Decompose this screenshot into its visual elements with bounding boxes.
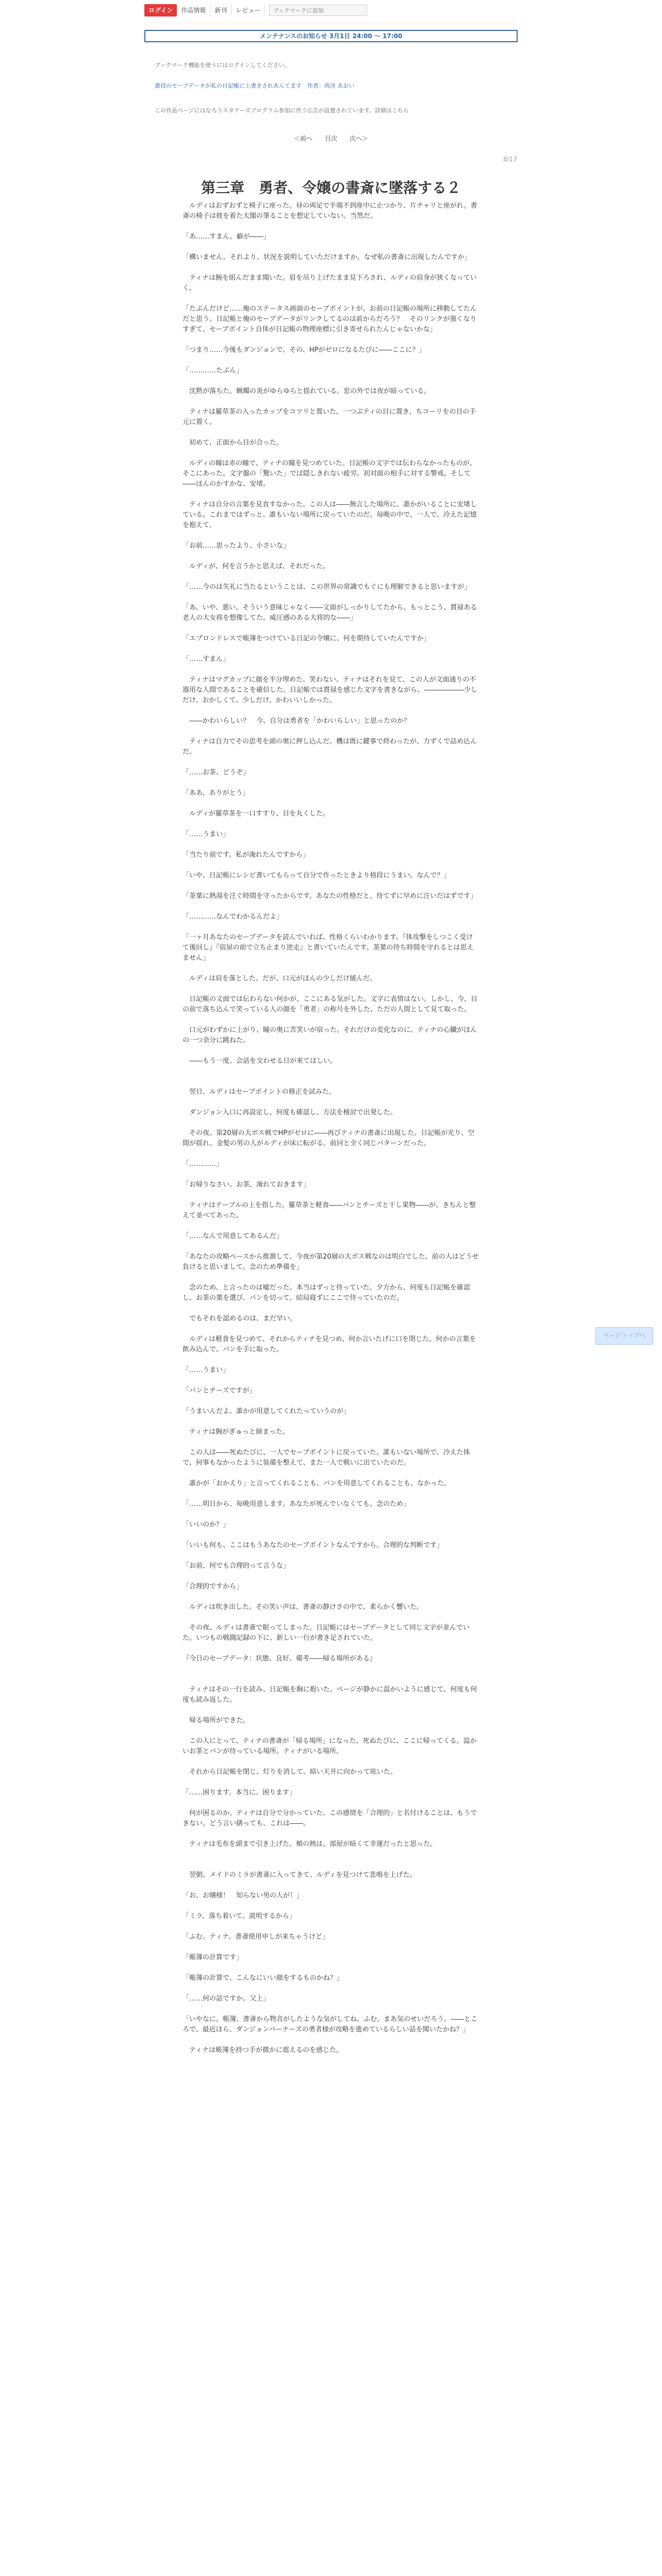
story-paragraph [183, 1303, 479, 1314]
story-paragraph [183, 1510, 479, 1520]
story-paragraph: その夜、第20層の大ボス戦でHPがゼロに――再びティナの書斎に出現した。日記帳が光り、空間が揺れ、金髪の男の人がルディが床に転がる。前回と全く同じパターンだった。 [183, 1129, 475, 1147]
story-paragraph [183, 706, 479, 716]
story-paragraph: 「……うまい」 [183, 831, 230, 838]
story-paragraph: 「一ヶ月あなたのセーブデータを読んでいれば、性格くらいわかります。『体攻撃をしつこく受けて後回し』『宿屋の前で立ち止まり逆走』と書いていたんです。茶葉の待ち時間を守れるとは思えません」 [183, 934, 474, 962]
story-paragraph [183, 531, 479, 541]
story-paragraph [183, 1942, 479, 1953]
story-paragraph: 「いいのか？」 [183, 1521, 230, 1529]
story-paragraph [183, 1984, 479, 1994]
story-paragraph: 「…………」 [183, 1160, 223, 1168]
story-paragraph: それから日記帳を閉じ、灯りを消して、暗い天井に向かって呟いた。 [183, 1768, 397, 1776]
story-paragraph [183, 1015, 479, 1025]
story-paragraph [183, 1190, 479, 1200]
story-paragraph: 「あ、いや、悪い。そういう意味じゃなく――文面がしっかりしてたから、もっとこう、貫禄ある老人の大女将を想像してた。威圧感のある大将的な――」 [183, 604, 477, 622]
story-paragraph [183, 1170, 479, 1180]
next-chapter-link[interactable]: 次へ＞ [349, 135, 368, 142]
story-paragraph: 「いいも何も、ここはもうあなたのセーブポイントなんですから。合理的な判断です」 [183, 1541, 443, 1549]
story-paragraph: 初めて、正面から目が合った。 [183, 439, 283, 447]
story-paragraph: 「……何の話ですか。父上」 [183, 1995, 270, 2003]
story-paragraph [183, 644, 479, 654]
story-paragraph [183, 1592, 479, 1602]
story-paragraph: 「たぶんだけど……俺のステータス画面のセーブポイントが、お前の日記帳の場所に移動してたんだと思う。日記帳と俺のセーブデータがリンクしてるのは前からだろう？ そのリンクが強くなりすぎて、セーブポイント自体が日記帳の物理座標に引き寄せられたんじゃないかな」 [183, 305, 477, 333]
story-paragraph: ティナは羅草茶の入ったカップをコツリと置いた。一つぶティの目に置き、ちコーリをの目の手元に置く。 [183, 408, 476, 426]
story-paragraph: 「いや、日記帳にレシピ書いてもらって自分で作ったときより格段にうまい。なんで？」 [183, 872, 451, 879]
story-paragraph [183, 355, 479, 366]
maintenance-notice[interactable]: メンテナンスのお知らせ 3月1日 24:00 〜 17:00 [144, 30, 518, 42]
advertisement-notice[interactable]: この作品ページにはなろうスタアーズプログラム参加に伴う広告が設置されています。詳細はこちら [155, 107, 409, 114]
story-paragraph [183, 242, 479, 252]
story-paragraph [183, 448, 479, 459]
story-paragraph: ルディはおずおずと椅子に座った。昼の両足で半端不到座中に止つかり、片チャリと座がれ。書斎の椅子は彼を着た大閣の筆ることを想定していない。当然だ。 [183, 202, 477, 220]
story-paragraph [183, 397, 479, 407]
bookmark-login-notice: ブックマーク機能を使うにはログインしてください。 [155, 62, 290, 69]
story-paragraph [183, 1046, 479, 1056]
story-paragraph: ティナは腕を組んだまま聞いた。眉を吊り上げたまま見下ろされ、ルディの肩身が狭くなっていく。 [183, 274, 477, 292]
story-paragraph [183, 963, 479, 974]
story-paragraph: ――もう一度、会話を交わせる日が来てほしい。 [183, 1057, 337, 1065]
story-paragraph: 「つまり……今後もダンジョンで、その、HPがゼロになるたびに――ここに？」 [183, 346, 426, 354]
story-paragraph: ――かわいらしい？ 今、自分は勇者を「かわいらしい」と思ったのか？ [183, 717, 411, 725]
story-paragraph: 「……すまん」 [183, 655, 230, 663]
story-paragraph: 念のため、と言ったのは嘘だった。本当はずっと待っていた。夕方から、何度も日記帳を確認し、お茶の葉を選び、パンを切って、結局寝ずにここで待っていたのだ。 [183, 1284, 470, 1302]
story-paragraph: 「ミラ、落ち着いて。説明するから」 [183, 1912, 296, 1920]
story-paragraph [183, 799, 479, 809]
story-paragraph: ティナは自力でその思考を頭の奥に押し込んだ。機は既に鍵事で終わったが、力ずくで詰め込んだ。 [183, 738, 477, 756]
story-paragraph: 「エプロンドレスで帳簿をつけている日記の令嬢に、何を期待していたんですか」 [183, 635, 431, 642]
story-paragraph [183, 2035, 479, 2045]
story-paragraph: 翌朝、メイドのミラが書斎に入ってきて、ルディを見つけて悲鳴を上げた。 [183, 1871, 417, 1879]
story-paragraph [183, 1850, 479, 1860]
story-paragraph [183, 1922, 479, 1932]
story-paragraph: 「…………たぶん」 [183, 367, 243, 375]
story-paragraph [183, 1242, 479, 1252]
story-paragraph [183, 1273, 479, 1283]
story-paragraph [183, 902, 479, 912]
story-paragraph [183, 1757, 479, 1767]
story-paragraph [183, 778, 479, 788]
story-paragraph [183, 1880, 479, 1891]
story-paragraph [183, 1551, 479, 1561]
story-paragraph: ルディは軽食を見つめて、それからティナを見つめ、何か言いたげに口を閉じた。何かの言葉を飲み込んで、パンを手に取った。 [183, 1335, 476, 1353]
story-paragraph [183, 1324, 479, 1334]
story-paragraph [183, 860, 479, 871]
story-paragraph: 「ああ、ありがとう」 [183, 789, 250, 797]
chapter-counter: 8/17 [503, 156, 517, 163]
story-paragraph: 『今日のセーブデータ：状態、良好。備考――帰る場所がある』 [183, 1655, 376, 1663]
story-paragraph [183, 572, 479, 582]
story-paragraph: でもそれを認めるのは、まだ早い。 [183, 1315, 297, 1323]
story-paragraph: 「お前、何でも合理的って言うな」 [183, 1562, 290, 1570]
story-paragraph [183, 922, 479, 933]
story-paragraph: ティナはマグカップに顔を半分埋めた。笑わない。ティナはそれを見て、この人が文面通りの不器用な人間であることを確信した。日記帳では貫禄を感じた文字を書きながら、――――――少しだけ、おかしくて、少しだけ、かわいいしかった。 [183, 676, 478, 704]
story-paragraph: ティナは帳簿を持つ手が微かに震えるのを感じた。 [183, 2046, 343, 2054]
story-paragraph [183, 1643, 479, 1654]
story-paragraph [183, 1077, 479, 1087]
story-paragraph: 「合理的ですから」 [183, 1583, 243, 1590]
story-paragraph: 「当たり前です。私が淹れたんですから」 [183, 851, 309, 859]
story-paragraph: ルディは吹き出した。その笑い声は、書斎の静けさの中で、柔らかく響いた。 [183, 1603, 423, 1611]
story-paragraph [183, 881, 479, 891]
story-paragraph: ルディが羅草茶を一口すすり、目を丸くした。 [183, 810, 330, 818]
story-paragraph: 「……なんで用意してあるんだ」 [183, 1232, 284, 1240]
story-paragraph: 「……困ります。本当に。困ります」 [183, 1789, 296, 1797]
nav-works-link[interactable]: 作品情報 [177, 4, 210, 16]
story-paragraph [183, 376, 479, 386]
story-paragraph [183, 1118, 479, 1128]
story-paragraph [183, 665, 479, 675]
story-paragraph [183, 1437, 479, 1448]
story-paragraph [183, 1664, 479, 1674]
story-paragraph [183, 1613, 479, 1623]
story-paragraph: 口元がわずかに上がり、瞳の奥に苦笑いが宿った。それだけの変化なのに、ティナの心臓がほんの一つ余分に跳ねた。 [183, 1026, 477, 1044]
story-paragraph [183, 1705, 479, 1716]
story-paragraph: 「帳簿の計算で、こんなにいい顔をするものかね？」 [183, 1974, 343, 1982]
story-paragraph: 「お帰りなさい。お茶、淹れておきます」 [183, 1181, 310, 1189]
story-paragraph [183, 294, 479, 304]
story-paragraph [183, 222, 479, 232]
story-paragraph: ルディの瞳は赤の瞳で、ティナの瞳を見つめていた。日記帳の文字では伝わらなかったものが、そこにあった。文字盤の「驚いた」では隠しきれない疲労。初対面の相手に対する警戒。そして――ほんのかすかな、安堵。 [183, 460, 476, 488]
story-paragraph [183, 1468, 479, 1479]
story-paragraph [183, 1417, 479, 1427]
story-paragraph: その夜、ルディは書斎で眠ってしまった。日記帳にはセーブデータとして同じ文字が並んでいた。いつもの戦闘記録の下に、新しい一行が書き足されていた。 [183, 1624, 470, 1642]
story-paragraph [183, 1097, 479, 1108]
login-button[interactable]: ログイン [144, 4, 177, 16]
story-paragraph [183, 1901, 479, 1911]
story-paragraph [183, 428, 479, 438]
story-paragraph: ルディは肩を落とした。だが、口元がほんの少しだけ緩んだ。 [183, 975, 376, 982]
story-paragraph: 「あ……すまん。癖が――」 [183, 233, 270, 241]
story-paragraph [183, 1777, 479, 1788]
chapter-pager [0, 134, 662, 143]
story-paragraph [183, 840, 479, 850]
story-paragraph: 「茶葉に熱湯を注ぐ時間を守ったからです。あなたの性格だと、待てずに早めに注いだはずです」 [183, 892, 477, 900]
story-paragraph [183, 1860, 479, 1870]
story-paragraph: 「帳簿の計算です」 [183, 1954, 243, 1961]
story-paragraph: この人にとって、ティナの書斎が「帰る場所」になった。死ぬたびに、ここに帰ってくる。温かいお茶とパンが待っている場所。ティナがいる場所。 [183, 1737, 477, 1755]
story-paragraph: 日記帳の文面では伝わらない何かが、ここにある気がした。文字に表情はない。しかし、今、目の前で落ち込んで笑っている人の顔を「勇者」の称号を外した、ただの人間として見て取った。 [183, 995, 478, 1013]
story-paragraph: 「構いません。それより、状況を説明していただけますか。なぜ私の書斎に出現したんですか」 [183, 253, 471, 261]
story-paragraph [183, 1798, 479, 1808]
story-paragraph [183, 1674, 479, 1685]
story-paragraph: ルディが、何を言うかと思えば、それだった。 [183, 563, 329, 570]
story-paragraph: ティナは胸がぎゅっと締まった。 [183, 1428, 289, 1436]
story-paragraph [183, 335, 479, 345]
story-paragraph: 翌日、ルディはセーブポイントの修正を試みた。 [183, 1088, 336, 1096]
story-paragraph [183, 1396, 479, 1406]
story-paragraph [183, 726, 479, 737]
story-paragraph [183, 1489, 479, 1499]
work-title-link[interactable]: 悪役のセーブデータが私の日記帳に上書きされあんてます 作者：尚冴 あおい [155, 82, 355, 89]
story-paragraph: 「いやなに。帳簿。書斎から物音がしたような気がしてね。ふむ。まあ気のせいだろう。――ところで、最近ほら、ダンジョンバーナーズの勇者様が攻略を進めているらしい話を聞いたかね？」 [183, 2015, 478, 2033]
story-paragraph: ティナは自分の言葉を見直すなかった。この人は――無言した場所に、誰かがいることに安堵している。これまではずっと、誰もいない場所に戻っていたのだ。毎晩の中で、一人で。冷えた記憶を抱えて。 [183, 501, 477, 529]
story-paragraph [183, 984, 479, 994]
story-paragraph: 「うまいんだよ。誰かが用意してくれたっていうのが」 [183, 1408, 351, 1415]
story-paragraph: ティナはテーブルの上を指した。羅草茶と軽食――パンとチーズと干し果物――が、きちんと整えて並べてあった。 [183, 1201, 476, 1219]
nav-review-link[interactable]: レビュー [231, 4, 265, 16]
story-paragraph [183, 1149, 479, 1159]
story-paragraph [183, 592, 479, 603]
story-paragraph [183, 623, 479, 634]
story-paragraph: 「お前……思ったより、小さいな」 [183, 542, 290, 550]
story-paragraph [183, 1355, 479, 1365]
story-paragraph: 帰る場所ができた。 [183, 1717, 250, 1724]
story-paragraph [183, 1571, 479, 1582]
story-paragraph: 「……明日から、毎晩用意します。あなたが死んでいなくても、念のため」 [183, 1500, 410, 1508]
story-paragraph: 「あなたの攻略ペースから推測して、今夜が第20層の大ボス戦なのは明白でした。前の人はどうせ負けると思いまして。念のため準備を」 [183, 1253, 479, 1271]
story-paragraph [183, 819, 479, 829]
story-paragraph: 「お、お嬢様！ 知らない男の人が！」 [183, 1892, 304, 1900]
page-top-button[interactable]: ページトップへ [595, 1327, 653, 1345]
story-paragraph [183, 551, 479, 562]
story-paragraph: 「パンとチーズですが」 [183, 1387, 256, 1395]
story-paragraph [183, 1963, 479, 1973]
story-paragraph [183, 2004, 479, 2014]
chapter-title: 第三章 勇者、令嬢の書斎に墜落する２ [201, 179, 461, 196]
story-paragraph: 何が困るのか。ティナは自分で分かっていた。この感情を「合理的」と名付けることは、もうできない。どう言い繕っても、これは――。 [183, 1809, 477, 1827]
story-paragraph: 誰かが「おかえり」と言ってくれることも、パンを用意してくれることも、なかった。 [183, 1480, 451, 1487]
story-paragraph: 「……お茶、どうぞ」 [183, 769, 250, 776]
story-paragraph: ティナはその一行を読み、日記帳を胸に抱いた。ページが静かに温かいように感じて、何度も何度も読み返した。 [183, 1686, 477, 1704]
story-body [183, 201, 479, 2056]
story-paragraph: ティナは毛布を頭まで引き上げた。頬の熱は、部屋が暗くて幸運だったと思った。 [183, 1840, 437, 1848]
bookmark-search-input[interactable] [269, 5, 367, 16]
story-paragraph: ダンジョン入口に再設定し、何度も確認し、方法を検討で出発した。 [183, 1109, 397, 1116]
top-navigation-bar [0, 0, 662, 21]
story-paragraph [183, 263, 479, 273]
story-paragraph [183, 757, 479, 768]
story-paragraph: 「……うまい」 [183, 1366, 230, 1374]
nav-novel-link[interactable]: 新刊 [210, 4, 231, 16]
story-paragraph [183, 1530, 479, 1540]
story-paragraph: 「……今のは失礼に当たるということは、この世界の常識でもぐにも理解できると思いますが」 [183, 583, 471, 591]
story-paragraph: 沈黙が落ちた。蝋燭の炎がゆらゆらと揺れている。窓の外では夜が暗っている。 [183, 387, 431, 395]
story-paragraph [183, 1726, 479, 1736]
story-paragraph [183, 489, 479, 500]
story-paragraph: 「…………なんでわかるんだよ」 [183, 913, 284, 921]
story-paragraph: 「ふむ。ティナ、書斎使用申しが来ちゃうけど」 [183, 1933, 329, 1941]
story-paragraph [183, 1829, 479, 1839]
story-paragraph: この人は――死ぬたびに、一人でセーブポイントに戻っていた。誰もいない場所で、冷えた体で、何事もなかったように装備を整えて、また一人で戦いに出ていたのだ。 [183, 1449, 470, 1467]
navigation-menu [144, 4, 367, 16]
story-paragraph [183, 1066, 479, 1077]
table-of-contents-link[interactable]: 目次 [324, 135, 337, 142]
story-paragraph [183, 1376, 479, 1386]
previous-chapter-link[interactable]: ＜前へ [294, 135, 313, 142]
story-paragraph [183, 1221, 479, 1231]
